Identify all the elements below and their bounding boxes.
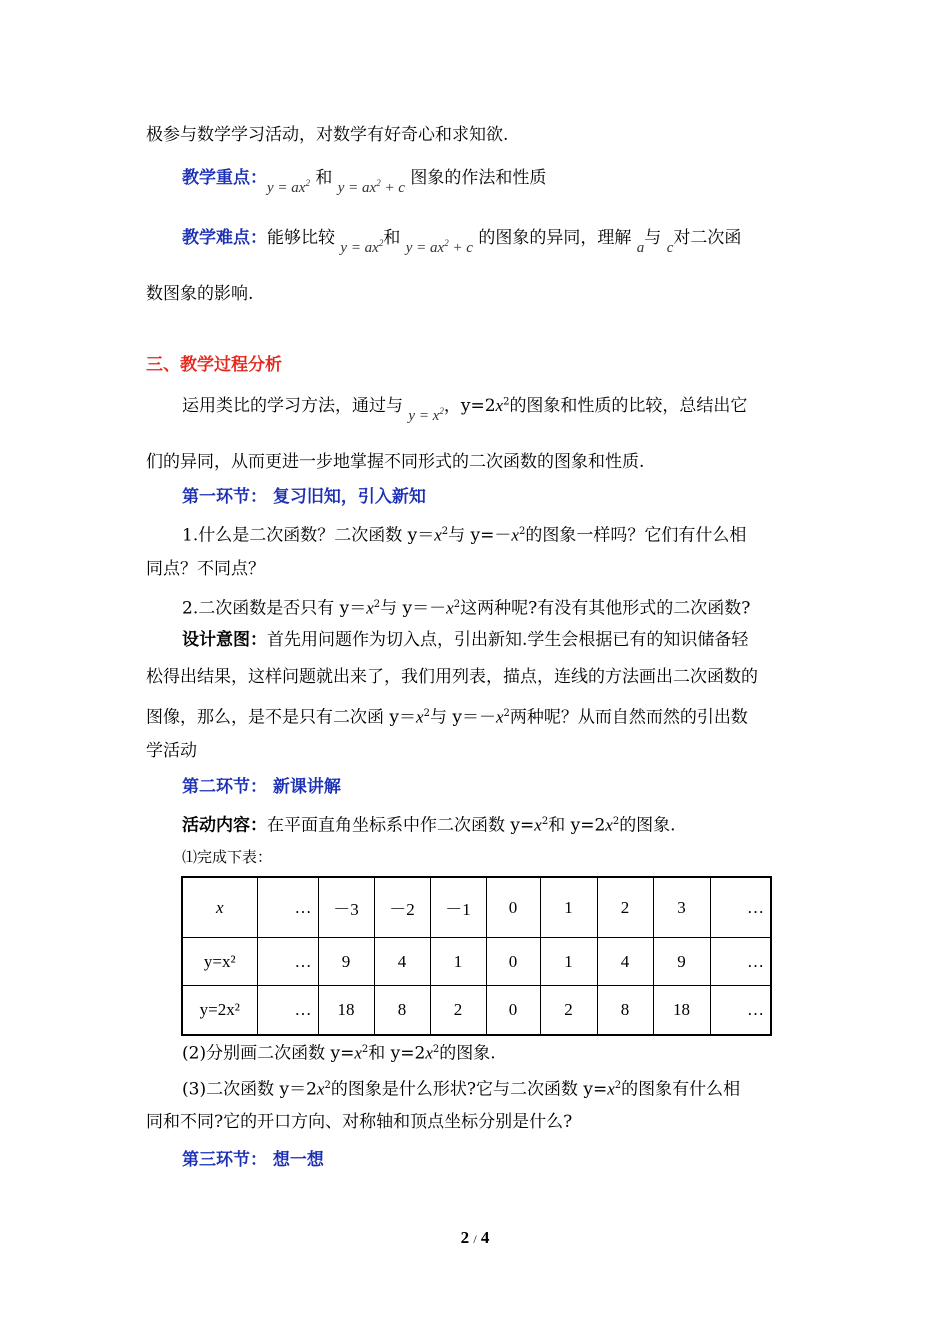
table-cell: 9 [318,938,374,986]
table-cell: 4 [374,938,430,986]
table-cell: … [710,986,771,1035]
table-cell: … [257,938,318,986]
formula-y-ax2: $y = ax^2$ [340,238,384,256]
sup: 2 [503,396,510,408]
difficulty [182,222,742,256]
design-intent: 设计意图：首先用问题作为切入点，引出新知.学生会根据已有的知识储备轻 [182,630,749,650]
item-3: (3)二次函数 $y=2x^2$的图象是什么形状?它与二次函数 $y=x^2$的图象有什么相 [182,1079,741,1100]
symbol-c: c [666,240,674,256]
design-line2: 松得出结果，这样问题就出来了，我们用列表，描点，连线的方法画出二次函数的 [146,667,758,687]
table-cell: 18 [318,986,374,1035]
difficulty-text3: 对二次函 [673,228,742,248]
table-cell: 2 [540,986,597,1035]
key-point-label: 教学重点： [182,168,267,188]
table-cell: 9 [653,938,710,986]
table-cell: 0 [486,986,540,1035]
table-cell: … [710,877,771,938]
question-1: 1.什么是二次函数？二次函数 $y=x^2$与 $y=-x^2$的图象一样吗？它们有什么相 [182,525,747,546]
table-row-label: y=2x² [182,986,257,1035]
formula-y-ax2-c: $y = ax^2 + c$ [405,238,473,256]
difficulty-label: 教学难点： [182,228,267,248]
item-3-line2: 同和不同?它的开口方向、对称轴和顶点坐标分别是什么? [146,1112,573,1132]
key-point-rest: 图象的作法和性质 [410,168,547,188]
analysis-line2: 们的异同，从而更进一步地掌握不同形式的二次函数的图象和性质. [146,452,645,472]
key-point [182,162,547,196]
and-text: 和 [315,168,333,188]
table-cell: －3 [318,877,374,938]
table-cell: 8 [374,986,430,1035]
table-cell: … [710,938,771,986]
table-row-label: y=x² [182,938,257,986]
analysis [182,390,748,424]
table-cell: 8 [597,986,653,1035]
table-row [182,877,771,938]
table-cell: 1 [430,938,486,986]
table-cell: 0 [486,938,540,986]
design-line3: 图像，那么，是不是只有二次函 $y=x^2$与 $y=-x^2$两种呢？从而自然而然的引出数 [146,707,748,728]
question-1-line2: 同点？不同点？ [146,559,265,579]
table-cell: －1 [430,877,486,938]
intro-tail: 极参与数学学习活动，对数学有好奇心和求知欲. [146,125,509,145]
step2-title: 第二环节： 新课讲解 [182,777,341,797]
question-2: 2.二次函数是否只有 $y=x^2$与 $y=-x^2$这两种呢?有没有其他形式的二次函数? [182,598,751,619]
analysis-text2: ，y=2 [443,396,496,416]
table-cell: x [182,877,257,938]
page-number: 2 / 4 [460,1228,490,1247]
table-cell: 1 [540,938,597,986]
design-line4: 学活动 [146,741,197,761]
var-x: x [495,396,504,415]
table-row [182,986,771,1035]
formula-y-x2: $y = x^2$ [408,406,444,424]
table-cell: 1 [540,877,597,938]
table-cell: 2 [430,986,486,1035]
activity-label: 活动内容： [182,815,267,836]
table-cell: 3 [653,877,710,938]
and-text: 和 [383,228,401,248]
table-cell: 18 [653,986,710,1035]
table-cell: 4 [597,938,653,986]
analysis-text3: 的图象和性质的比较，总结出它 [509,396,748,416]
table-cell: －2 [374,877,430,938]
analysis-text1: 运用类比的学习方法，通过与 [182,396,403,416]
design-label: 设计意图： [182,630,267,650]
symbol-a: a [636,240,645,256]
table-cell: … [257,986,318,1035]
formula-y-ax2: $y = ax^2$ [267,178,310,196]
table-row [182,938,771,986]
table-caption: ⑴完成下表： [182,848,273,866]
difficulty-text1: 能够比较 [267,228,335,248]
table-cell: 0 [486,877,540,938]
value-table [181,876,772,1036]
formula-y-ax2-c: $y = ax^2 + c$ [337,178,405,196]
activity: 活动内容：在平面直角坐标系中作二次函数 $y=x^2$和 $y=2x^2$的图象. [182,815,676,836]
table-cell: 2 [597,877,653,938]
item-2: (2)分别画二次函数 $y=x^2$和 $y=2x^2$的图象. [182,1043,496,1064]
table-cell: … [257,877,318,938]
section3-title: 三、教学过程分析 [146,355,282,375]
step1-title: 第一环节： 复习旧知，引入新知 [182,487,426,507]
difficulty-text2: 的图象的异同，理解 [478,228,632,248]
step3-title: 第三环节： 想一想 [182,1150,324,1170]
difficulty-line2: 数图象的影响. [146,284,254,304]
with-text: 与 [644,228,662,248]
